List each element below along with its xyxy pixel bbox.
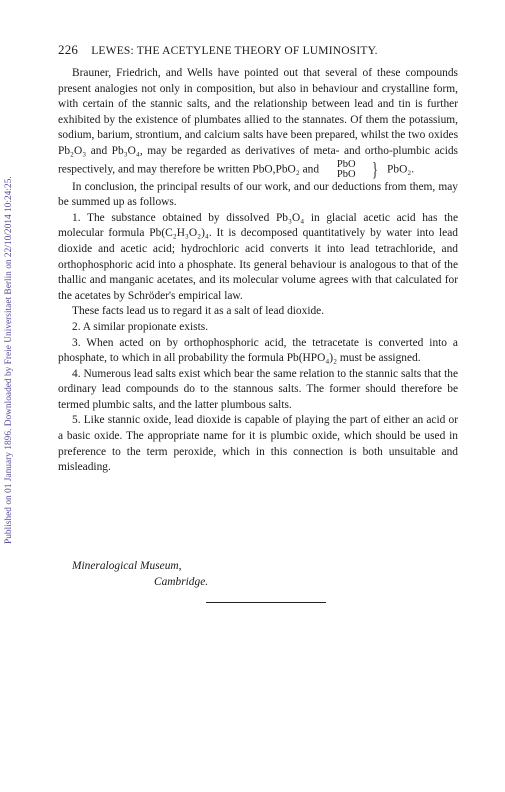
page-number: 226	[58, 42, 79, 57]
signature-block	[58, 558, 458, 590]
running-header	[58, 42, 458, 58]
list-item: 3. When acted on by orthophosphoric acid, the tetracetate is converted into a phosphate, to which in all probability the formula Pb(HPO₄)₂ must be assigned.	[58, 336, 458, 365]
running-title: LEWES: THE ACETYLENE THEORY OF LUMINOSITY.	[91, 45, 378, 57]
list-item: 5. Like stannic oxide, lead dioxide is capable of playing the part of either an acid or a basic oxide. The appropriate name for it is plumbic oxide, which should be used in preference to the term peroxide, which in this connection is both unsuitable and misleading.	[58, 414, 458, 474]
formula-top: PbO	[336, 158, 356, 170]
list-item: 1. The substance obtained by dissolved Pb₃O₄ in glacial acetic acid has the molecular formula Pb(C₂H₃O₂)₄. It is decomposed quantitatively by water into lead dioxide and acetic acid; hydrochloric acid converts it into lead tetrachloride, and orthophosphoric acid into a phosphate. Its general behaviour is analogous to that of the thallic and manganic acetates, and its molecular volume agrees with that calculated for the acetates by Schröder's empirical law.	[58, 211, 458, 302]
paragraph: These facts lead us to regard it as a salt of lead dioxide.	[72, 305, 325, 318]
signature-line-1: Mineralogical Museum,	[72, 560, 182, 572]
list-item: 2. A similar propionate exists.	[72, 320, 209, 333]
paragraph: In conclusion, the principal results of our work, and our deductions from them, may be summed up as follows.	[58, 180, 458, 209]
paragraph-text: Brauner, Friedrich, and Wells have pointed out that several of these compounds present analogies not only in composition, but also in behaviour and crystalline form, with certain of the stannic salts, and the relationship between lead and tin is further exhibited by the existence of plumbates allied to the stannates. Of them the potassium, sodium, barium, strontium, and calcium salts have been prepared, whilst the two oxides Pb₂O₃ and Pb₃O₄, may be regarded as derivatives of meta- and ortho-plumbic acids respectively, and may therefore be written PbO,PbO₂ and	[58, 67, 458, 176]
formula-bottom: PbO	[336, 168, 356, 180]
stacked-formula	[323, 160, 356, 180]
brace-glyph: }	[371, 158, 378, 181]
paragraph	[58, 66, 458, 180]
formula-right: PbO₂.	[387, 163, 415, 176]
list-item: 4. Numerous lead salts exist which bear the same relation to the stannic salts that the ordinary lead compounds do to the stannous salts. The former should therefore be termed plumbic salts, and the latter plumbous salts.	[58, 367, 458, 411]
article-body	[58, 66, 458, 476]
signature-line-2: Cambridge.	[154, 576, 209, 588]
end-rule	[206, 602, 326, 603]
download-watermark: Published on 01 January 1896. Downloaded by Freie Universitaet Berlin on 22/10/2014 10:24:25.	[4, 176, 14, 544]
